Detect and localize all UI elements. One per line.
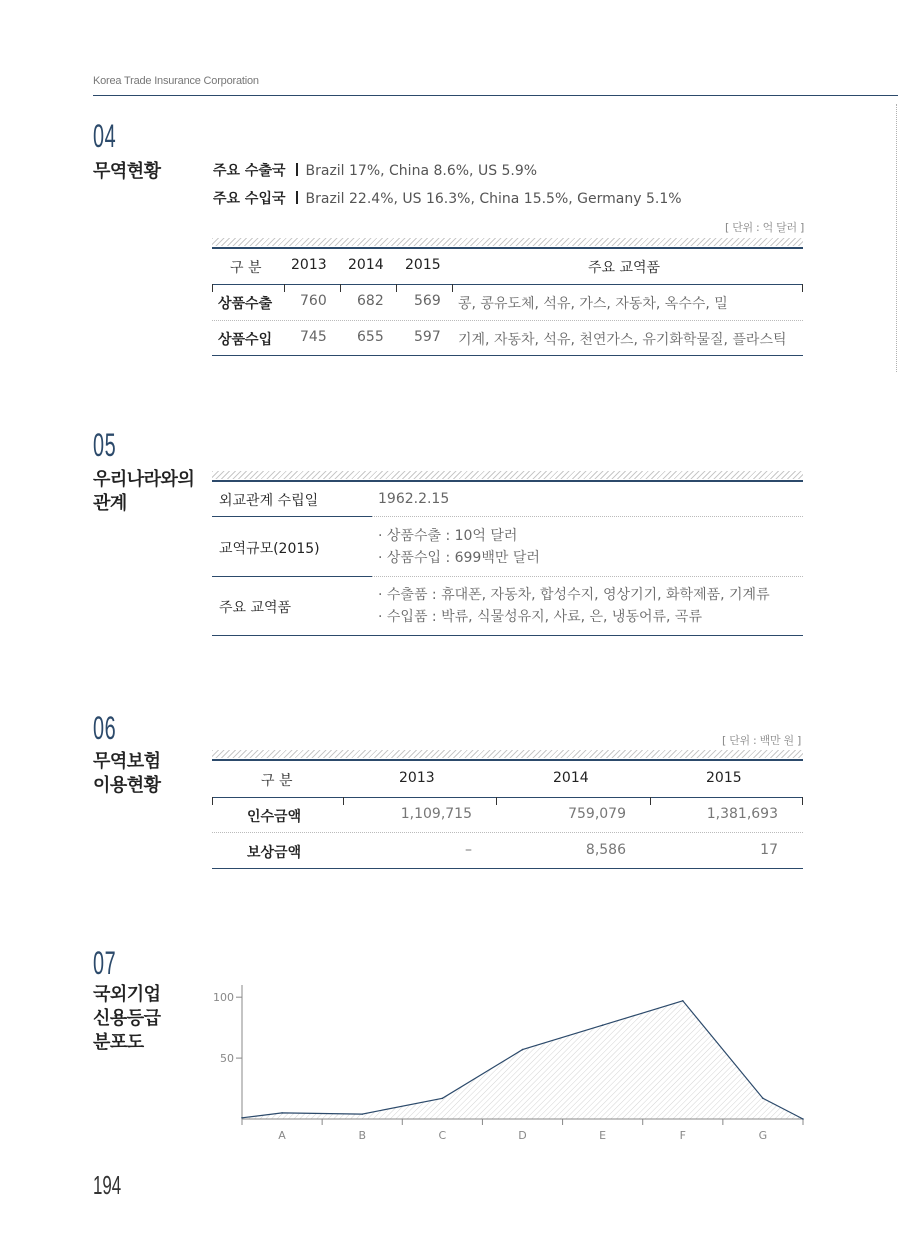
table1-header-rule bbox=[212, 284, 803, 285]
table3-top-rule bbox=[212, 759, 803, 761]
table3-header-2015: 2015 bbox=[706, 770, 742, 786]
chart-point bbox=[802, 1118, 804, 1120]
table2-row2-label: 교역규모(2015) bbox=[219, 541, 320, 557]
table1-row1-2013: 760 bbox=[300, 293, 327, 309]
export-value: Brazil 17%, China 8.6%, US 5.9% bbox=[305, 163, 538, 179]
chart-point bbox=[241, 1117, 243, 1119]
section-07-title-line3: 분포도 bbox=[93, 1032, 144, 1053]
table1-tick bbox=[802, 284, 803, 292]
table3-header-2014: 2014 bbox=[553, 770, 589, 786]
table2-bottom-rule bbox=[212, 635, 803, 636]
table3-row2-2015: 17 bbox=[760, 842, 778, 858]
table1-row2-label: 상품수입 bbox=[218, 332, 273, 348]
table1-row2-2013: 745 bbox=[300, 329, 327, 345]
table1-tick bbox=[396, 284, 397, 292]
table3-tick bbox=[212, 797, 213, 805]
table2-row2-dots bbox=[372, 576, 803, 577]
table2-top-rule bbox=[212, 480, 803, 482]
table1-header-items: 주요 교역품 bbox=[588, 260, 661, 276]
table2-row1-sep bbox=[212, 516, 372, 517]
chart-y-tick-label: 50 bbox=[220, 1052, 234, 1066]
section-04-number: 04 bbox=[93, 118, 117, 154]
table3-tick bbox=[650, 797, 651, 805]
table1-row1-2014: 682 bbox=[357, 293, 384, 309]
import-row bbox=[213, 188, 682, 208]
header-rule bbox=[93, 95, 898, 96]
table1-tick bbox=[340, 284, 341, 292]
rating-distribution-chart bbox=[200, 975, 810, 1145]
table2-row1-label: 외교관계 수립일 bbox=[219, 493, 319, 509]
table3-row1-2013: 1,109,715 bbox=[400, 806, 472, 822]
table3-header-category: 구 분 bbox=[261, 773, 293, 789]
chart-x-tick-label: F bbox=[679, 1129, 686, 1142]
chart-area-fill bbox=[242, 1001, 803, 1119]
chart-x-tick-label: A bbox=[278, 1129, 286, 1142]
import-bar bbox=[296, 191, 298, 204]
section-05-title-line2: 관계 bbox=[93, 493, 127, 514]
chart-x-tick-label: E bbox=[599, 1129, 607, 1142]
table1-row2-2014: 655 bbox=[357, 329, 384, 345]
section-05-title-line1: 우리나라와의 bbox=[93, 469, 195, 490]
table1-hatch bbox=[212, 238, 803, 246]
chart-x-tick-label: B bbox=[358, 1129, 366, 1142]
table3-row2-label: 보상금액 bbox=[247, 845, 302, 861]
import-label: 주요 수입국 bbox=[213, 191, 286, 207]
table1-row1-2015: 569 bbox=[414, 293, 441, 309]
export-label: 주요 수출국 bbox=[213, 163, 286, 179]
table2-row3-line1: · 수출품 : 휴대폰, 자동차, 합성수지, 영상기기, 화학제품, 기계류 bbox=[378, 587, 770, 603]
chart-point bbox=[522, 1049, 524, 1051]
chart-y-tick-label: 100 bbox=[213, 991, 234, 1005]
table2-row1-value: 1962.2.15 bbox=[378, 491, 450, 507]
page-number: 194 bbox=[93, 1170, 122, 1200]
chart-point bbox=[602, 1024, 604, 1026]
table1-tick bbox=[284, 284, 285, 292]
table3-tick bbox=[802, 797, 803, 805]
table1-header-2014: 2014 bbox=[348, 257, 384, 273]
section-07-title-line2: 신용등급 bbox=[93, 1008, 161, 1029]
section-06-number: 06 bbox=[93, 710, 117, 746]
table2-row2-line1: · 상품수출 : 10억 달러 bbox=[378, 528, 518, 544]
chart-point bbox=[361, 1113, 363, 1115]
table1-row-divider bbox=[212, 320, 803, 321]
table2-row2-sep bbox=[212, 576, 372, 577]
table2-row1-dots bbox=[372, 516, 803, 517]
table3-row2-2014: 8,586 bbox=[585, 842, 626, 858]
section-04-title: 무역현황 bbox=[93, 161, 161, 182]
table1-header-2013: 2013 bbox=[291, 257, 327, 273]
table1-row2-2015: 597 bbox=[414, 329, 441, 345]
chart-point bbox=[442, 1097, 444, 1099]
table3-hatch bbox=[212, 750, 803, 758]
table3-tick bbox=[343, 797, 344, 805]
section-05-number: 05 bbox=[93, 427, 117, 463]
table3-bottom-rule bbox=[212, 868, 803, 869]
table3-tick bbox=[496, 797, 497, 805]
section-07-title-line1: 국외기업 bbox=[93, 984, 161, 1005]
table2-row3-label: 주요 교역품 bbox=[219, 600, 292, 616]
table1-header-2015: 2015 bbox=[405, 257, 441, 273]
table1-row1-items: 콩, 콩유도체, 석유, 가스, 자동차, 옥수수, 밀 bbox=[458, 296, 728, 312]
section-04-unit: [ 단위 : 억 달러 ] bbox=[725, 221, 805, 234]
table3-row1-label: 인수금액 bbox=[247, 809, 302, 825]
table1-tick bbox=[452, 284, 453, 292]
table1-bottom-rule bbox=[212, 355, 803, 356]
chart-point bbox=[682, 1000, 684, 1002]
table2-row3-line2: · 수입품 : 박류, 식물성유지, 사료, 은, 냉동어류, 곡류 bbox=[378, 609, 702, 625]
table2-hatch bbox=[212, 471, 803, 479]
table1-row2-items: 기계, 자동차, 석유, 천연가스, 유기화학물질, 플라스틱 bbox=[458, 332, 787, 348]
header-org: Korea Trade Insurance Corporation bbox=[93, 75, 259, 87]
table3-row1-2015: 1,381,693 bbox=[706, 806, 778, 822]
table2-row2-line2: · 상품수입 : 699백만 달러 bbox=[378, 550, 540, 566]
section-07-number: 07 bbox=[93, 945, 117, 981]
table1-header-category: 구 분 bbox=[230, 260, 262, 276]
section-06-unit: [ 단위 : 백만 원 ] bbox=[722, 734, 802, 747]
table3-header-rule bbox=[212, 797, 803, 798]
table3-row-divider bbox=[212, 832, 803, 833]
table3-row2-2013: – bbox=[465, 842, 472, 858]
chart-x-tick-label: G bbox=[758, 1129, 768, 1142]
chart-x-tick-label: D bbox=[518, 1129, 527, 1142]
side-divider bbox=[896, 104, 897, 372]
section-06-title-line1: 무역보험 bbox=[93, 751, 161, 772]
chart-point bbox=[281, 1112, 283, 1114]
export-bar bbox=[296, 163, 298, 176]
chart-point bbox=[762, 1097, 764, 1099]
export-row bbox=[213, 160, 537, 180]
table1-row1-label: 상품수출 bbox=[218, 296, 273, 312]
table1-tick bbox=[212, 284, 213, 292]
section-06-title-line2: 이용현황 bbox=[93, 775, 161, 796]
chart-x-tick-label: C bbox=[438, 1129, 447, 1142]
table1-top-rule bbox=[212, 247, 803, 249]
import-value: Brazil 22.4%, US 16.3%, China 15.5%, Germany 5.1% bbox=[305, 191, 682, 207]
table3-header-2013: 2013 bbox=[399, 770, 435, 786]
table3-row1-2014: 759,079 bbox=[568, 806, 626, 822]
